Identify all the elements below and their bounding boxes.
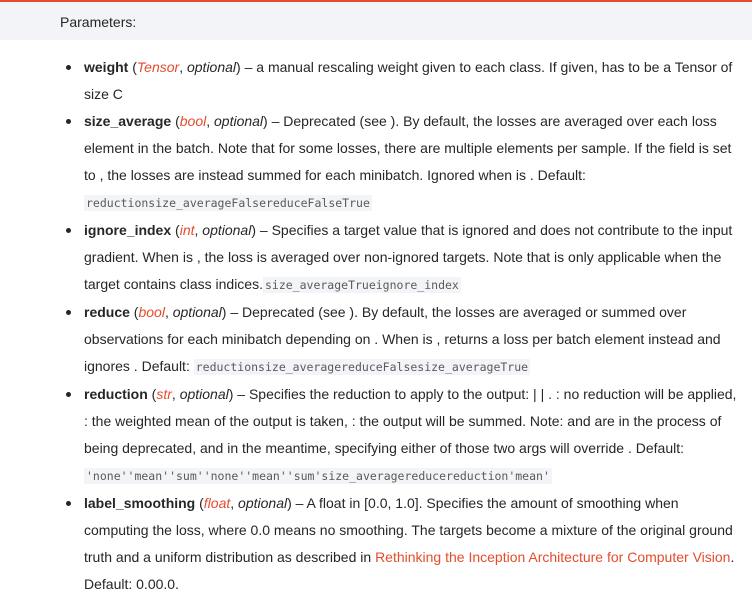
param-optional: optional	[186, 59, 237, 75]
param-reduce: reduce (bool, optional) – Deprecated (see ). By default, the losses are averaged or summed over observations for each minibatch depending on . When is , returns a loss per batch element instead and ignores . Default: reductionsize_averagereduceFalsesize_averageTrue	[0, 299, 752, 381]
param-type-link[interactable]: bool	[179, 113, 207, 129]
param-description-tail: . Default: 0.00.0.	[84, 549, 735, 592]
param-name: size_average	[84, 113, 172, 129]
param-name: ignore_index	[84, 222, 172, 238]
param-optional: optional	[172, 304, 222, 320]
param-type-link[interactable]: int	[179, 222, 195, 238]
parameters-header	[0, 2, 752, 40]
param-name: reduce	[84, 304, 130, 320]
param-type-link[interactable]: Tensor	[136, 59, 180, 75]
param-optional: optional	[214, 113, 264, 129]
param-name: label_smoothing	[84, 495, 196, 511]
param-description: – Deprecated (see ). By default, the losses are averaged over each loss element in the batch. Note that for some losses, there are multiple elements per sample. If the field is set to , the losses are instead summed for each minibatch. Ignored when is . Default:	[84, 113, 732, 183]
param-type-link[interactable]: str	[156, 386, 172, 402]
param-description: – A float in [0.0, 1.0]. Specifies the amount of smoothing when computing the loss, where 0.0 means no smoothing. The targets become a mixture of the original ground truth and a uniform distribution as described in	[84, 495, 733, 565]
param-ignore-index: ignore_index (int, optional) – Specifies a target value that is ignored and does not contribute to the input gradient. When is , the loss is averaged over non-ignored targets. Note that is only applicable when the target contains class indices. size_averageTrueignore_index	[0, 217, 752, 299]
param-description: – Specifies a target value that is ignored and does not contribute to the input gradient. When is , the loss is averaged over non-ignored targets. Note that is only applicable when the target contains class indices.	[84, 222, 733, 292]
param-optional: optional	[238, 495, 288, 511]
param-code: reductionsize_averageFalsereduceFalseTrue	[86, 196, 370, 210]
param-name: weight	[84, 59, 129, 75]
param-code: 'none''mean''sum''none''mean''sum'size_averagereducereduction'mean'	[86, 469, 550, 483]
param-type-link[interactable]: bool	[138, 304, 165, 320]
param-reduction: reduction (str, optional) – Specifies the reduction to apply to the output: | | . : no reduction will be applied, : the weighted mean of the output is taken, : the output will be summed. Note: and are in the process of being deprecated, and in the meantime, specifying either of those two args will override . Default: 'none''mean''sum''none''mean''sum'size_averagereducereduction'mean'	[0, 381, 752, 490]
param-description: – Specifies the reduction to apply to the output: | | . : no reduction will be applied, : the weighted mean of the output is taken, : the output will be summed. Note: and are in the process of being deprecated, and in the meantime, specifying either of those two args will override . Default:	[84, 386, 737, 456]
param-label-smoothing: label_smoothing (float, optional) – A float in [0.0, 1.0]. Specifies the amount of smoothing when computing the loss, where 0.0 means no smoothing. The targets become a mixture of the original ground truth and a uniform distribution as described in Rethinking the Inception Architecture for Computer Vision. Default: 0.00.0.	[0, 490, 752, 598]
param-description: – a manual rescaling weight given to each class. If given, has to be a Tensor of size C	[84, 59, 733, 102]
param-size-average: size_average (bool, optional) – Deprecated (see ). By default, the losses are averaged over each loss element in the batch. Note that for some losses, there are multiple elements per sample. If the field is set to , the losses are instead summed for each minibatch. Ignored when is . Default: reductionsize_averageFalsereduceFalseTrue	[0, 108, 752, 217]
reference-link[interactable]: Rethinking the Inception Architecture for Computer Vision	[375, 549, 731, 565]
param-weight: weight (Tensor, optional) – a manual rescaling weight given to each class. If given, has to be a Tensor of size C	[0, 54, 752, 108]
param-optional: optional	[202, 222, 252, 238]
param-name: reduction	[84, 386, 148, 402]
param-code: size_averageTrueignore_index	[264, 278, 459, 292]
param-description: – Deprecated (see ). By default, the losses are averaged or summed over observations for each minibatch depending on . When is , returns a loss per batch element instead and ignores . Default:	[84, 304, 721, 374]
param-optional: optional	[179, 386, 229, 402]
parameter-list	[0, 54, 752, 598]
param-type-link[interactable]: float	[203, 495, 231, 511]
parameters-title: Parameters:	[60, 14, 137, 30]
param-code: reductionsize_averagereduceFalsesize_averageTrue	[195, 360, 529, 374]
